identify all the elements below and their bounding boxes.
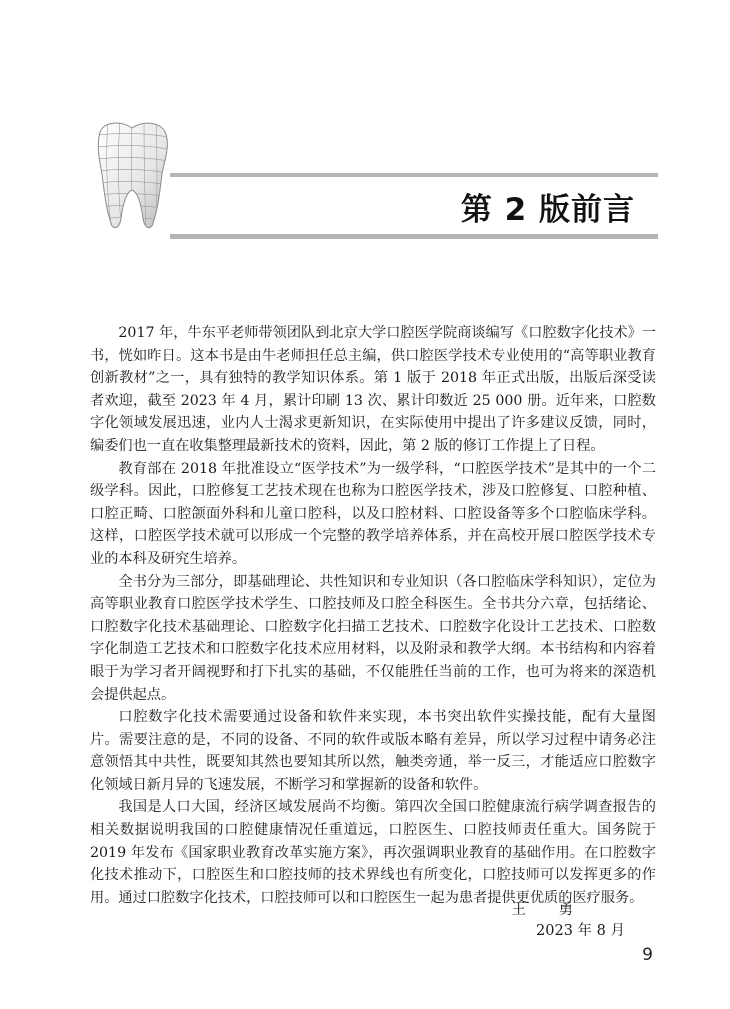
paragraph-1: 2017 年，牛东平老师带领团队到北京大学口腔医学院商谈编写《口腔数字化技术》一书，恍如昨日。这本书是由牛老师担任总主编，供口腔医学技术专业使用的“高等职业教育创新教材”之一，具有独特的教学知识体系。第 1 版于 2018 年正式出版，出版后深受读者欢迎，截至 2023 年 4 月，累计印刷 13 次、累计印数近 25 000 册。近年来，口腔数字化领域发展迅速，业内人士渴求更新知识，在实际使用中提出了许多建议反馈，同时，编委们也一直在收集整理最新技术的资料，因此，第 2 版的修订工作提上了日程。: [90, 325, 656, 454]
tooth-icon: [90, 118, 174, 232]
page-number: 9: [642, 945, 653, 965]
signature-date: 2023 年 8 月: [536, 923, 625, 939]
header-rule-top: [170, 173, 658, 177]
page-title: 第 2 版前言: [460, 192, 635, 228]
author-signature: 王 勇: [511, 902, 587, 918]
paragraph-5: 我国是人口大国，经济区域发展尚不均衡。第四次全国口腔健康流行病学调查报告的相关数据说明我国的口腔健康情况任重道远，口腔医生、口腔技师责任重大。国务院于 2019 年发布《国家职业教育改革实施方案》，再次强调职业教育的基础作用。在口腔数字化技术推动下，口腔医生和口腔技师的技术界线也有所变化，口腔技师可以发挥更多的作用。通过口腔数字化技术，口腔技师可以和口腔医生一起为患者提供更优质的医疗服务。: [90, 799, 656, 906]
preface-body: [90, 322, 656, 909]
header-rule-bottom: [170, 234, 658, 239]
paragraph-3: 全书分为三部分，即基础理论、共性知识和专业知识（各口腔临床学科知识），定位为高等职业教育口腔医学技术学生、口腔技师及口腔全科医生。全书共分六章，包括绪论、口腔数字化技术基础理论、口腔数字化扫描工艺技术、口腔数字化设计工艺技术、口腔数字化制造工艺技术和口腔数字化技术应用材料，以及附录和教学大纲。本书结构和内容着眼于为学习者开阔视野和打下扎实的基础，不仅能胜任当前的工作，也可为将来的深造机会提供起点。: [90, 573, 656, 703]
paragraph-4: 口腔数字化技术需要通过设备和软件来实现，本书突出软件实操技能，配有大量图片。需要注意的是，不同的设备、不同的软件或版本略有差异，所以学习过程中请务必注意领悟其中共性，既要知其然也要知其所以然，触类旁通，举一反三，才能适应口腔数字化领域日新月异的飞速发展，不断学习和掌握新的设备和软件。: [90, 709, 656, 793]
paragraph-2: 教育部在 2018 年批准设立“医学技术”为一级学科，“口腔医学技术”是其中的一个二级学科。因此，口腔修复工艺技术现在也称为口腔医学技术，涉及口腔修复、口腔种植、口腔正畸、口腔颌面外科和儿童口腔科，以及口腔材料、口腔设备等多个口腔临床学科。这样，口腔医学技术就可以形成一个完整的教学培养体系，并在高校开展口腔医学技术专业的本科及研究生培养。: [90, 460, 656, 567]
